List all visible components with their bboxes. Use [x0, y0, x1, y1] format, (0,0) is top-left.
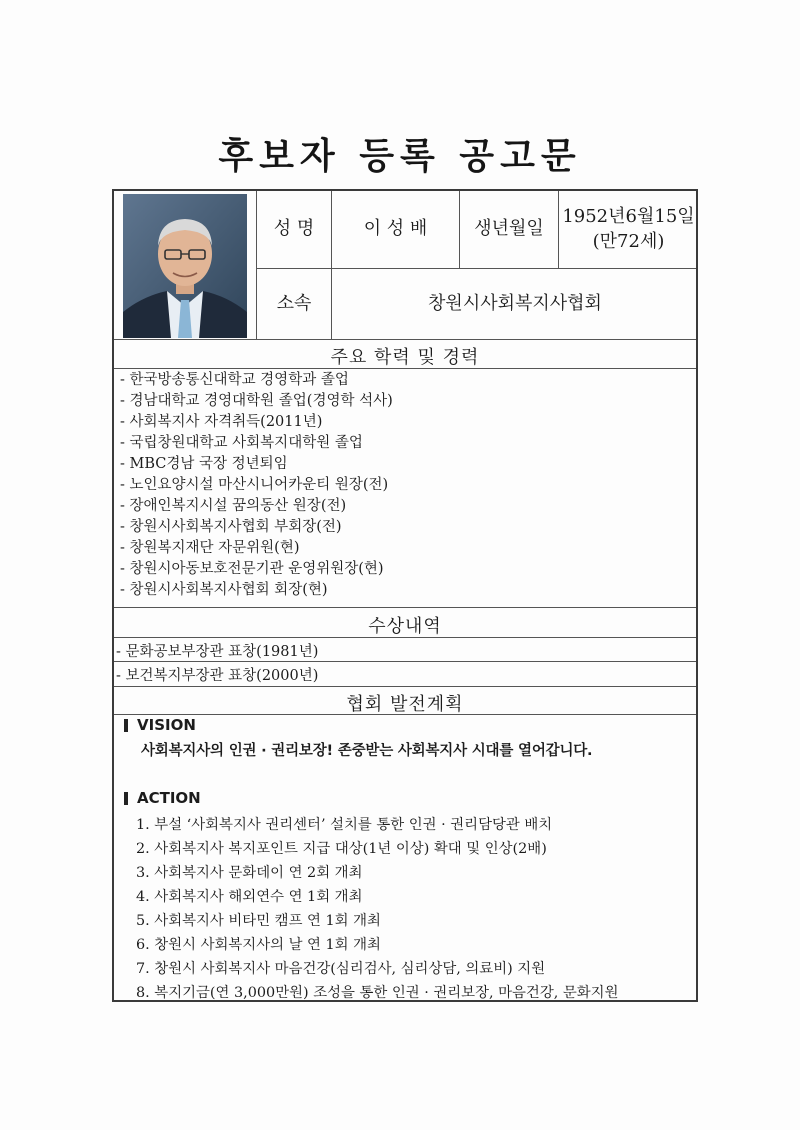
birth-label: 생년월일 — [474, 218, 544, 240]
age: (만72세) — [592, 230, 665, 252]
announcement-table — [112, 189, 698, 1002]
action-item: 8. 복지기금(연 3,000만원) 조성을 통한 인권 · 권리보장, 마음건강, 문화지원 — [136, 985, 619, 1001]
action-item: 3. 사회복지사 문화데이 연 2회 개최 — [136, 865, 363, 881]
document-title: 후보자 등록 공고문 — [218, 136, 582, 177]
action-label: ACTION — [137, 789, 201, 807]
birth-cell — [559, 191, 698, 268]
career-list — [120, 370, 393, 601]
awards-title: 수상내역 — [368, 616, 442, 637]
candidate-name: 이 성 배 — [363, 218, 428, 240]
name-label: 성 명 — [273, 218, 315, 240]
career-item: - 창원시사회복지사협회 부회장(전) — [120, 519, 342, 535]
vision-text: 사회복지사의 인권 · 권리보장! 존중받는 사회복지사 시대를 열어갑니다. — [141, 743, 593, 759]
career-item: - 창원복지재단 자문위원(현) — [120, 540, 300, 556]
bullet-bar-icon — [124, 719, 128, 732]
career-item: - 노인요양시설 마산시니어카운티 원장(전) — [120, 477, 389, 493]
action-list — [136, 813, 619, 1005]
action-item: 4. 사회복지사 해외연수 연 1회 개최 — [136, 889, 363, 905]
vision-label: VISION — [137, 716, 196, 734]
career-item: - 경남대학교 경영대학원 졸업(경영학 석사) — [120, 393, 393, 409]
career-item: - 한국방송통신대학교 경영학과 졸업 — [120, 372, 349, 388]
action-heading — [124, 789, 201, 807]
vision-heading — [124, 716, 196, 734]
action-item: 2. 사회복지사 복지포인트 지급 대상(1년 이상) 확대 및 인상(2배) — [136, 841, 547, 857]
award-item: - 보건복지부장관 표창(2000년) — [116, 668, 319, 684]
affiliation-label: 소속 — [276, 292, 312, 314]
career-item: - 장애인복지시설 꿈의동산 원장(전) — [120, 498, 347, 514]
action-item: 1. 부설 ‘사회복지사 권리센터’ 설치를 통한 인권 · 권리담당관 배치 — [136, 817, 553, 833]
action-item: 6. 창원시 사회복지사의 날 연 1회 개최 — [136, 937, 381, 953]
career-item: - 사회복지사 자격취득(2011년) — [120, 414, 323, 430]
affiliation: 창원시사회복지사협회 — [428, 292, 602, 314]
award-item: - 문화공보부장관 표창(1981년) — [116, 644, 319, 660]
career-item: - 국립창원대학교 사회복지대학원 졸업 — [120, 435, 363, 451]
action-item: 7. 창원시 사회복지사 마음건강(심리검사, 심리상담, 의료비) 지원 — [136, 961, 546, 977]
plan-title: 협회 발전계획 — [346, 694, 464, 715]
action-item: 5. 사회복지사 비타민 캠프 연 1회 개최 — [136, 913, 381, 929]
bullet-bar-icon — [124, 792, 128, 805]
career-title: 주요 학력 및 경력 — [330, 347, 480, 368]
candidate-photo — [123, 194, 247, 338]
portrait-image — [123, 194, 247, 338]
career-item: - MBC경남 국장 정년퇴임 — [120, 456, 288, 472]
career-item: - 창원시아동보호전문기관 운영위원장(현) — [120, 561, 384, 577]
career-item: - 창원시사회복지사협회 회장(현) — [120, 582, 328, 598]
birth-date: 1952년6월15일 — [562, 206, 695, 228]
